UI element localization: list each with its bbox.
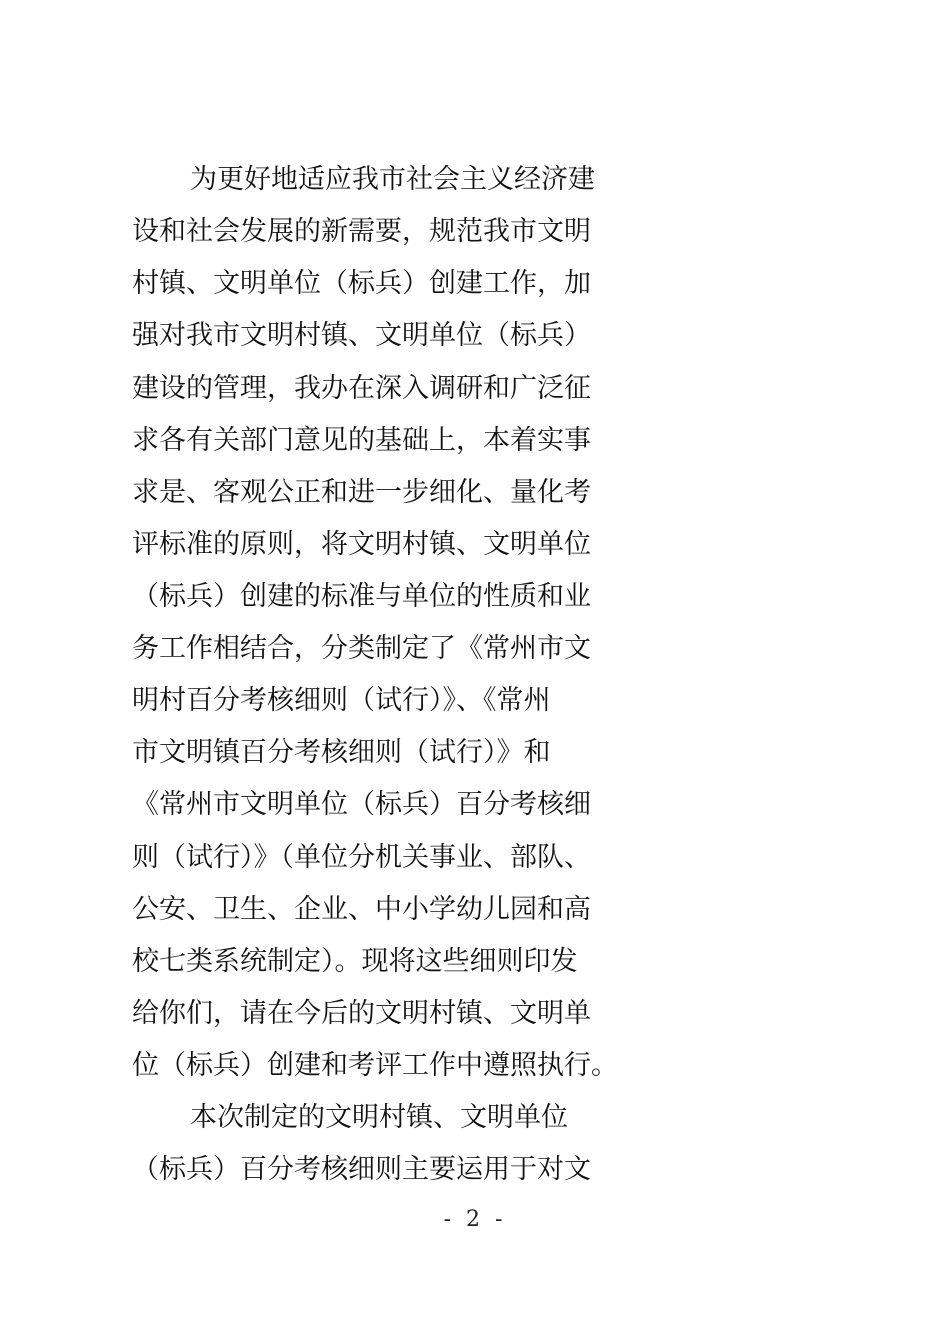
- text-line: 设和社会发展的新需要，规范我市文明: [132, 216, 591, 247]
- text-line: （标兵）百分考核细则主要运用于对文: [132, 1154, 591, 1185]
- text-line: 强对我市文明村镇、文明单位（标兵）: [132, 320, 591, 351]
- page-number: - 2 -: [443, 1207, 507, 1232]
- text-line: 求各有关部门意见的基础上，本着实事: [132, 425, 591, 456]
- text-line: 公安、卫生、企业、中小学幼儿园和高: [132, 894, 591, 925]
- text-line: 给你们，请在今后的文明村镇、文明单: [132, 998, 591, 1029]
- text-line: 本次制定的文明村镇、文明单位: [190, 1102, 568, 1133]
- text-line: 务工作相结合，分类制定了《常州市文: [132, 633, 591, 664]
- text-line: 村镇、文明单位（标兵）创建工作，加: [132, 268, 591, 299]
- text-line: 校七类系统制定）。现将这些细则印发: [132, 946, 578, 977]
- text-line: 评标准的原则，将文明村镇、文明单位: [132, 529, 591, 560]
- text-line: （标兵）创建的标准与单位的性质和业: [132, 581, 591, 612]
- text-line: 则（试行）》（单位分机关事业、部队、: [132, 842, 591, 873]
- text-line: 位（标兵）创建和考评工作中遵照执行。: [132, 1050, 618, 1081]
- text-line: 建设的管理，我办在深入调研和广泛征: [132, 373, 591, 404]
- text-line: 为更好地适应我市社会主义经济建: [190, 164, 595, 195]
- text-line: 求是、客观公正和进一步细化、量化考: [132, 477, 591, 508]
- text-line: 明村百分考核细则（试行）》、《常州: [132, 685, 551, 716]
- text-line: 市文明镇百分考核细则（试行）》和: [132, 737, 551, 768]
- text-line: 《常州市文明单位（标兵）百分考核细: [132, 789, 591, 820]
